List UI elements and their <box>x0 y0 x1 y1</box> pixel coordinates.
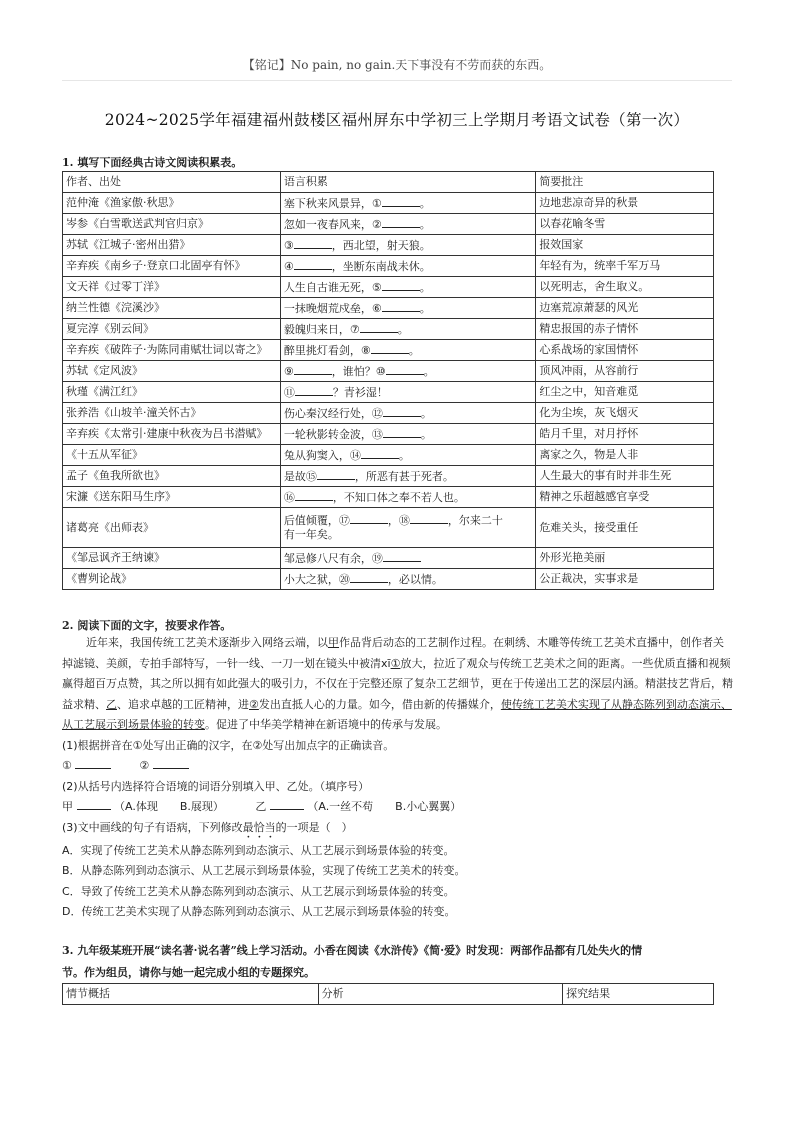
q2-jia-label: 甲 <box>62 800 73 813</box>
q1-text-b: 。 <box>397 322 409 336</box>
q1-answer-blank[interactable] <box>383 406 421 417</box>
q2-mark-1: ① <box>390 656 401 670</box>
q2-sub2-answers <box>62 797 734 818</box>
q3-table <box>62 983 714 1005</box>
q1-text-b: 。 <box>419 196 431 210</box>
q1-source: 范仲淹《渔家傲·秋思》 <box>63 193 281 214</box>
q1-lines <box>280 466 535 487</box>
q3-heading-line-1: 3. 九年级某班开展“读名著·说名著”线上学习活动。小香在阅读《水浒传》《简·爱》时发现：两部作品都有几处失火的情 <box>62 944 643 957</box>
q2-underlined-sentence-b: 美术实现了从静态陈列到动态演示、从工艺展示到场景体验的转变 <box>62 697 732 731</box>
q1-text-b: 。 <box>420 406 432 420</box>
q1-answer-blank[interactable] <box>361 448 399 459</box>
q1-source: 夏完淳《别云间》 <box>63 319 281 340</box>
q1-lines <box>280 382 535 403</box>
q1-text-d: 有一年矣。 <box>283 528 339 541</box>
q1-source: 辛弃疾《太常引·建康中秋夜为吕书潜赋》 <box>63 424 281 445</box>
q2-passage <box>62 633 734 923</box>
q1-text-a: 人生自古谁无死，⑤ <box>283 280 382 294</box>
q1-answer-blank[interactable] <box>382 196 420 207</box>
q2-heading: 2. 阅读下面的文字，按要求作答。 <box>62 619 232 632</box>
q2-text-1: 近年来，我国传统工艺美术逐渐步入网络云端，以 <box>86 636 328 649</box>
q1-heading: 1. 填写下面经典古诗文阅读积累表。 <box>62 156 243 169</box>
q1-header-lines: 语言积累 <box>280 172 535 193</box>
q2-answer-2-label: ② <box>139 759 150 772</box>
q1-answer-blank[interactable] <box>371 343 409 354</box>
q2-text-2: 作品背后动态的工艺制作过程。在刺绣、木雕等传统工艺美术直播中，创作者关掉滤镜、美颜，专拍手部特写，一针一线、一刀一划在镜头中被清xī <box>62 636 724 670</box>
q1-answer-blank[interactable] <box>295 490 333 501</box>
q3-heading-line-2: 节。作为组员，请你与她一起完成小组的专题探究。 <box>62 966 315 979</box>
q1-text-b: 。 <box>419 217 431 231</box>
q2-underlined-sentence-a: 使传统工艺 <box>500 697 556 711</box>
q1-answer-blank[interactable] <box>294 259 332 270</box>
q1-row <box>63 256 714 277</box>
q1-answer-blank[interactable] <box>386 364 424 375</box>
q1-note: 边地悲凉奇异的秋景 <box>536 193 714 214</box>
q2-yi-blank[interactable] <box>270 799 304 810</box>
q1-note: 危难关头，接受重任 <box>536 508 714 548</box>
q1-text-a: 后值倾覆，⑰ <box>283 514 350 527</box>
q2-mark-yi: 乙 <box>106 697 117 711</box>
q1-note: 离家之久，物是人非 <box>536 445 714 466</box>
q1-answer-blank[interactable] <box>410 513 448 524</box>
q1-lines <box>280 508 535 548</box>
q2-sub3-emphasis: 最恰当 <box>242 820 276 834</box>
q1-source: 纳兰性德《浣溪沙》 <box>63 298 281 319</box>
q1-note: 皓月千里，对月抒怀 <box>536 424 714 445</box>
q1-text-b: ，不知口体之奉不若人也。 <box>332 490 465 504</box>
q1-note: 精忠报国的赤子情怀 <box>536 319 714 340</box>
q2-sub3-text-b: 的一项是（ ） <box>275 820 353 834</box>
q1-row <box>63 508 714 548</box>
q1-lines <box>280 340 535 361</box>
q1-source: 文天祥《过零丁洋》 <box>63 277 281 298</box>
q1-text-b: ，坐断东南战未休。 <box>331 259 431 273</box>
q1-lines <box>280 298 535 319</box>
q2-sub1-answers <box>62 756 734 777</box>
q3-header-analysis: 分析 <box>318 984 563 1005</box>
q2-option-c[interactable]: C．导致了传统工艺美术从静态陈列到动态演示、从工艺展示到场景体验的转变。 <box>62 884 455 898</box>
q1-row <box>63 445 714 466</box>
q1-text-a: ④ <box>283 259 294 273</box>
q1-row <box>63 298 714 319</box>
q1-answer-blank[interactable] <box>382 280 420 291</box>
q1-answer-blank[interactable] <box>382 301 420 312</box>
q2-option-b[interactable]: B．从静态陈列到动态演示、从工艺展示到场景体验，实现了传统工艺美术的转变。 <box>62 864 466 877</box>
q1-text-c: ，尔来二十 <box>447 514 503 527</box>
q2-mark-2: ② <box>249 697 259 711</box>
q1-source: 诸葛亮《出师表》 <box>63 508 281 548</box>
q2-answer-1-blank[interactable] <box>75 758 111 769</box>
q2-answer-1-label: ① <box>62 759 72 772</box>
q1-source: 岑参《白雪歌送武判官归京》 <box>63 214 281 235</box>
q1-source: 孟子《鱼我所欲也》 <box>63 466 281 487</box>
q2-sub1: (1)根据拼音在①处写出正确的汉字，在②处写出加点字的正确读音。 <box>62 738 395 752</box>
q1-source: 《曹刿论战》 <box>63 569 281 590</box>
q1-lines <box>280 487 535 508</box>
q1-source: 《邹忌讽齐王纳谏》 <box>63 548 281 569</box>
q1-text-a: 兔从狗窦入，⑭ <box>283 448 361 462</box>
q1-lines <box>280 361 535 382</box>
q1-answer-blank[interactable] <box>294 238 332 249</box>
q1-lines <box>280 319 535 340</box>
q1-text-a: 毅魄归来日，⑦ <box>283 322 360 336</box>
q1-text-b: ，西北望，射天狼。 <box>331 238 431 252</box>
q1-table <box>62 171 714 590</box>
q1-text-a: 一抹晚烟荒戍垒，⑥ <box>283 301 382 315</box>
motto-header: 【铭记】No pain, no gain.天下事没有不劳而获的东西。 <box>242 58 552 72</box>
q1-text-c: 。 <box>423 364 435 378</box>
q1-note: 报效国家 <box>536 235 714 256</box>
q1-row <box>63 235 714 256</box>
q1-lines <box>280 548 535 569</box>
q1-lines <box>280 403 535 424</box>
q1-text-a: 塞下秋来风景异，① <box>283 196 382 210</box>
q1-text-b: ，必以情。 <box>387 572 443 586</box>
q1-source: 辛弃疾《破阵子·为陈同甫赋壮词以寄之》 <box>63 340 281 361</box>
q2-jia-blank[interactable] <box>77 799 111 810</box>
q1-answer-blank[interactable] <box>317 469 355 480</box>
q1-row <box>63 403 714 424</box>
q1-lines <box>280 214 535 235</box>
q2-option-d[interactable]: D．传统工艺美术实现了从静态陈列到动态演示、从工艺展示到场景体验的转变。 <box>62 905 456 918</box>
q1-row <box>63 361 714 382</box>
q1-text-a: 邹忌修八尺有余，⑲ <box>283 551 383 565</box>
q1-note: 以春花喻冬雪 <box>536 214 714 235</box>
q1-note: 红尘之中，知音难觅 <box>536 382 714 403</box>
q1-source: 苏轼《江城子·密州出猎》 <box>63 235 281 256</box>
q1-lines <box>280 445 535 466</box>
q1-answer-blank[interactable] <box>294 364 332 375</box>
q1-text-b: ，所恶有甚于死者。 <box>354 469 454 483</box>
q1-note: 公正裁决，实事求是 <box>536 569 714 590</box>
q1-text-b: ，⑱ <box>387 514 410 527</box>
q2-option-a[interactable]: A．实现了传统工艺美术从静态陈列到动态演示、从工艺展示到场景体验的转变。 <box>62 843 455 857</box>
q1-text-a: ⑯ <box>283 490 295 504</box>
q1-source: 辛弃疾《南乡子·登京口北固亭有怀》 <box>63 256 281 277</box>
q1-source: 宋濂《送东阳马生序》 <box>63 487 281 508</box>
q1-note: 边塞荒凉萧瑟的风光 <box>536 298 714 319</box>
q2-yi-label: 乙 <box>255 800 267 813</box>
q1-answer-blank[interactable] <box>350 572 388 583</box>
q2-sub3 <box>62 818 734 841</box>
q1-text-b: ，谁怕？⑩ <box>331 364 386 378</box>
q1-row <box>63 193 714 214</box>
q1-row <box>63 466 714 487</box>
q2-sub2: (2)从括号内选择符合语境的词语分别填入甲、乙处。（填序号） <box>62 779 370 793</box>
q1-text-b: 。 <box>419 301 431 315</box>
q2-text-4: 、追求卓越的工匠精神，进 <box>117 697 249 711</box>
q2-text-3: 放大，拉近了观众与传统工艺美术之间的距离。一些优质直播和视频赢得超百万点赞，其之所以拥有如此强大的吸引力，不仅在于完整还原了复杂工艺细节，更在于传递出工艺的深层内涵。精湛技艺背后，精益求精、 <box>62 656 733 711</box>
q1-answer-blank[interactable] <box>360 322 398 333</box>
q1-row <box>63 277 714 298</box>
q1-note: 心系战场的家国情怀 <box>536 340 714 361</box>
q1-source: 《十五从军征》 <box>63 445 281 466</box>
exam-title: 2024~2025学年福建福州鼓楼区福州屏东中学初三上学期月考语文试卷（第一次） <box>104 111 690 129</box>
q3-header-row <box>63 984 714 1005</box>
q1-text-a: ③ <box>283 238 294 252</box>
q1-text-b: 。 <box>420 427 432 441</box>
q3-header-result: 探究结果 <box>563 984 714 1005</box>
q1-text-a: 伤心秦汉经行处，⑫ <box>283 406 383 420</box>
q1-note: 人生最大的事有时并非生死 <box>536 466 714 487</box>
q1-text-b: ？青衫湿！ <box>332 385 388 399</box>
q1-text-a: ⑪ <box>283 385 295 399</box>
q1-text-a: ⑨ <box>283 364 294 378</box>
q2-jia-options: （A.体现 B.展现） <box>114 800 224 813</box>
q1-note: 外形光艳美丽 <box>536 548 714 569</box>
q1-note: 精神之乐超越感官享受 <box>536 487 714 508</box>
q1-text-b: 。 <box>408 343 420 357</box>
q2-yi-options: （A.一丝不苟 B.小心翼翼） <box>307 800 462 813</box>
q1-row <box>63 569 714 590</box>
q1-lines <box>280 235 535 256</box>
q3-heading <box>62 940 734 984</box>
q1-note: 年轻有为，统率千军万马 <box>536 256 714 277</box>
q1-source: 苏轼《定风波》 <box>63 361 281 382</box>
q1-lines <box>280 424 535 445</box>
q1-answer-blank[interactable] <box>350 513 388 524</box>
q1-header-source: 作者、出处 <box>63 172 281 193</box>
q1-text-a: 是故⑮ <box>283 469 317 483</box>
q1-lines <box>280 569 535 590</box>
q2-text-5: 发出直抵人心的力量。如今，借由新的传播媒介， <box>258 697 501 711</box>
q2-mark-jia: 甲 <box>328 636 339 649</box>
q1-text-b: 。 <box>398 448 410 462</box>
q1-answer-blank[interactable] <box>383 427 421 438</box>
q1-text-a: 一轮秋影转金波，⑬ <box>283 427 383 441</box>
q1-text-a: 醉里挑灯看剑，⑧ <box>283 343 371 357</box>
q1-header-row <box>63 172 714 193</box>
q3-header-plot: 情节概括 <box>63 984 319 1005</box>
q1-answer-blank[interactable] <box>382 217 420 228</box>
q1-header-note: 简要批注 <box>536 172 714 193</box>
q1-row <box>63 382 714 403</box>
q2-text-6: 。促进了中华美学精神在新语境中的传承与发展。 <box>205 718 447 731</box>
q1-row <box>63 548 714 569</box>
q1-text-b: 。 <box>419 280 431 294</box>
q1-text-a: 小大之狱，⑳ <box>283 572 350 586</box>
q2-sub3-text-a: (3)文中画线的句子有语病，下列修改 <box>62 820 243 834</box>
q1-note: 顶风冲雨，从容前行 <box>536 361 714 382</box>
q1-row <box>63 424 714 445</box>
q1-row <box>63 340 714 361</box>
q1-row <box>63 319 714 340</box>
header-divider <box>62 80 732 81</box>
q1-text-a: 忽如一夜春风来，② <box>283 217 382 231</box>
q1-answer-blank[interactable] <box>295 385 333 396</box>
q1-row <box>63 214 714 235</box>
q1-lines <box>280 256 535 277</box>
q2-paragraph <box>62 633 734 736</box>
q1-row <box>63 487 714 508</box>
q1-source: 秋瑾《满江红》 <box>63 382 281 403</box>
q1-note: 化为尘埃，灰飞烟灭 <box>536 403 714 424</box>
q1-answer-blank[interactable] <box>383 551 421 562</box>
q1-lines <box>280 277 535 298</box>
q1-note: 以死明志，舍生取义。 <box>536 277 714 298</box>
q1-lines <box>280 193 535 214</box>
q1-source: 张养浩《山坡羊·潼关怀古》 <box>63 403 281 424</box>
q2-answer-2-blank[interactable] <box>153 758 189 769</box>
